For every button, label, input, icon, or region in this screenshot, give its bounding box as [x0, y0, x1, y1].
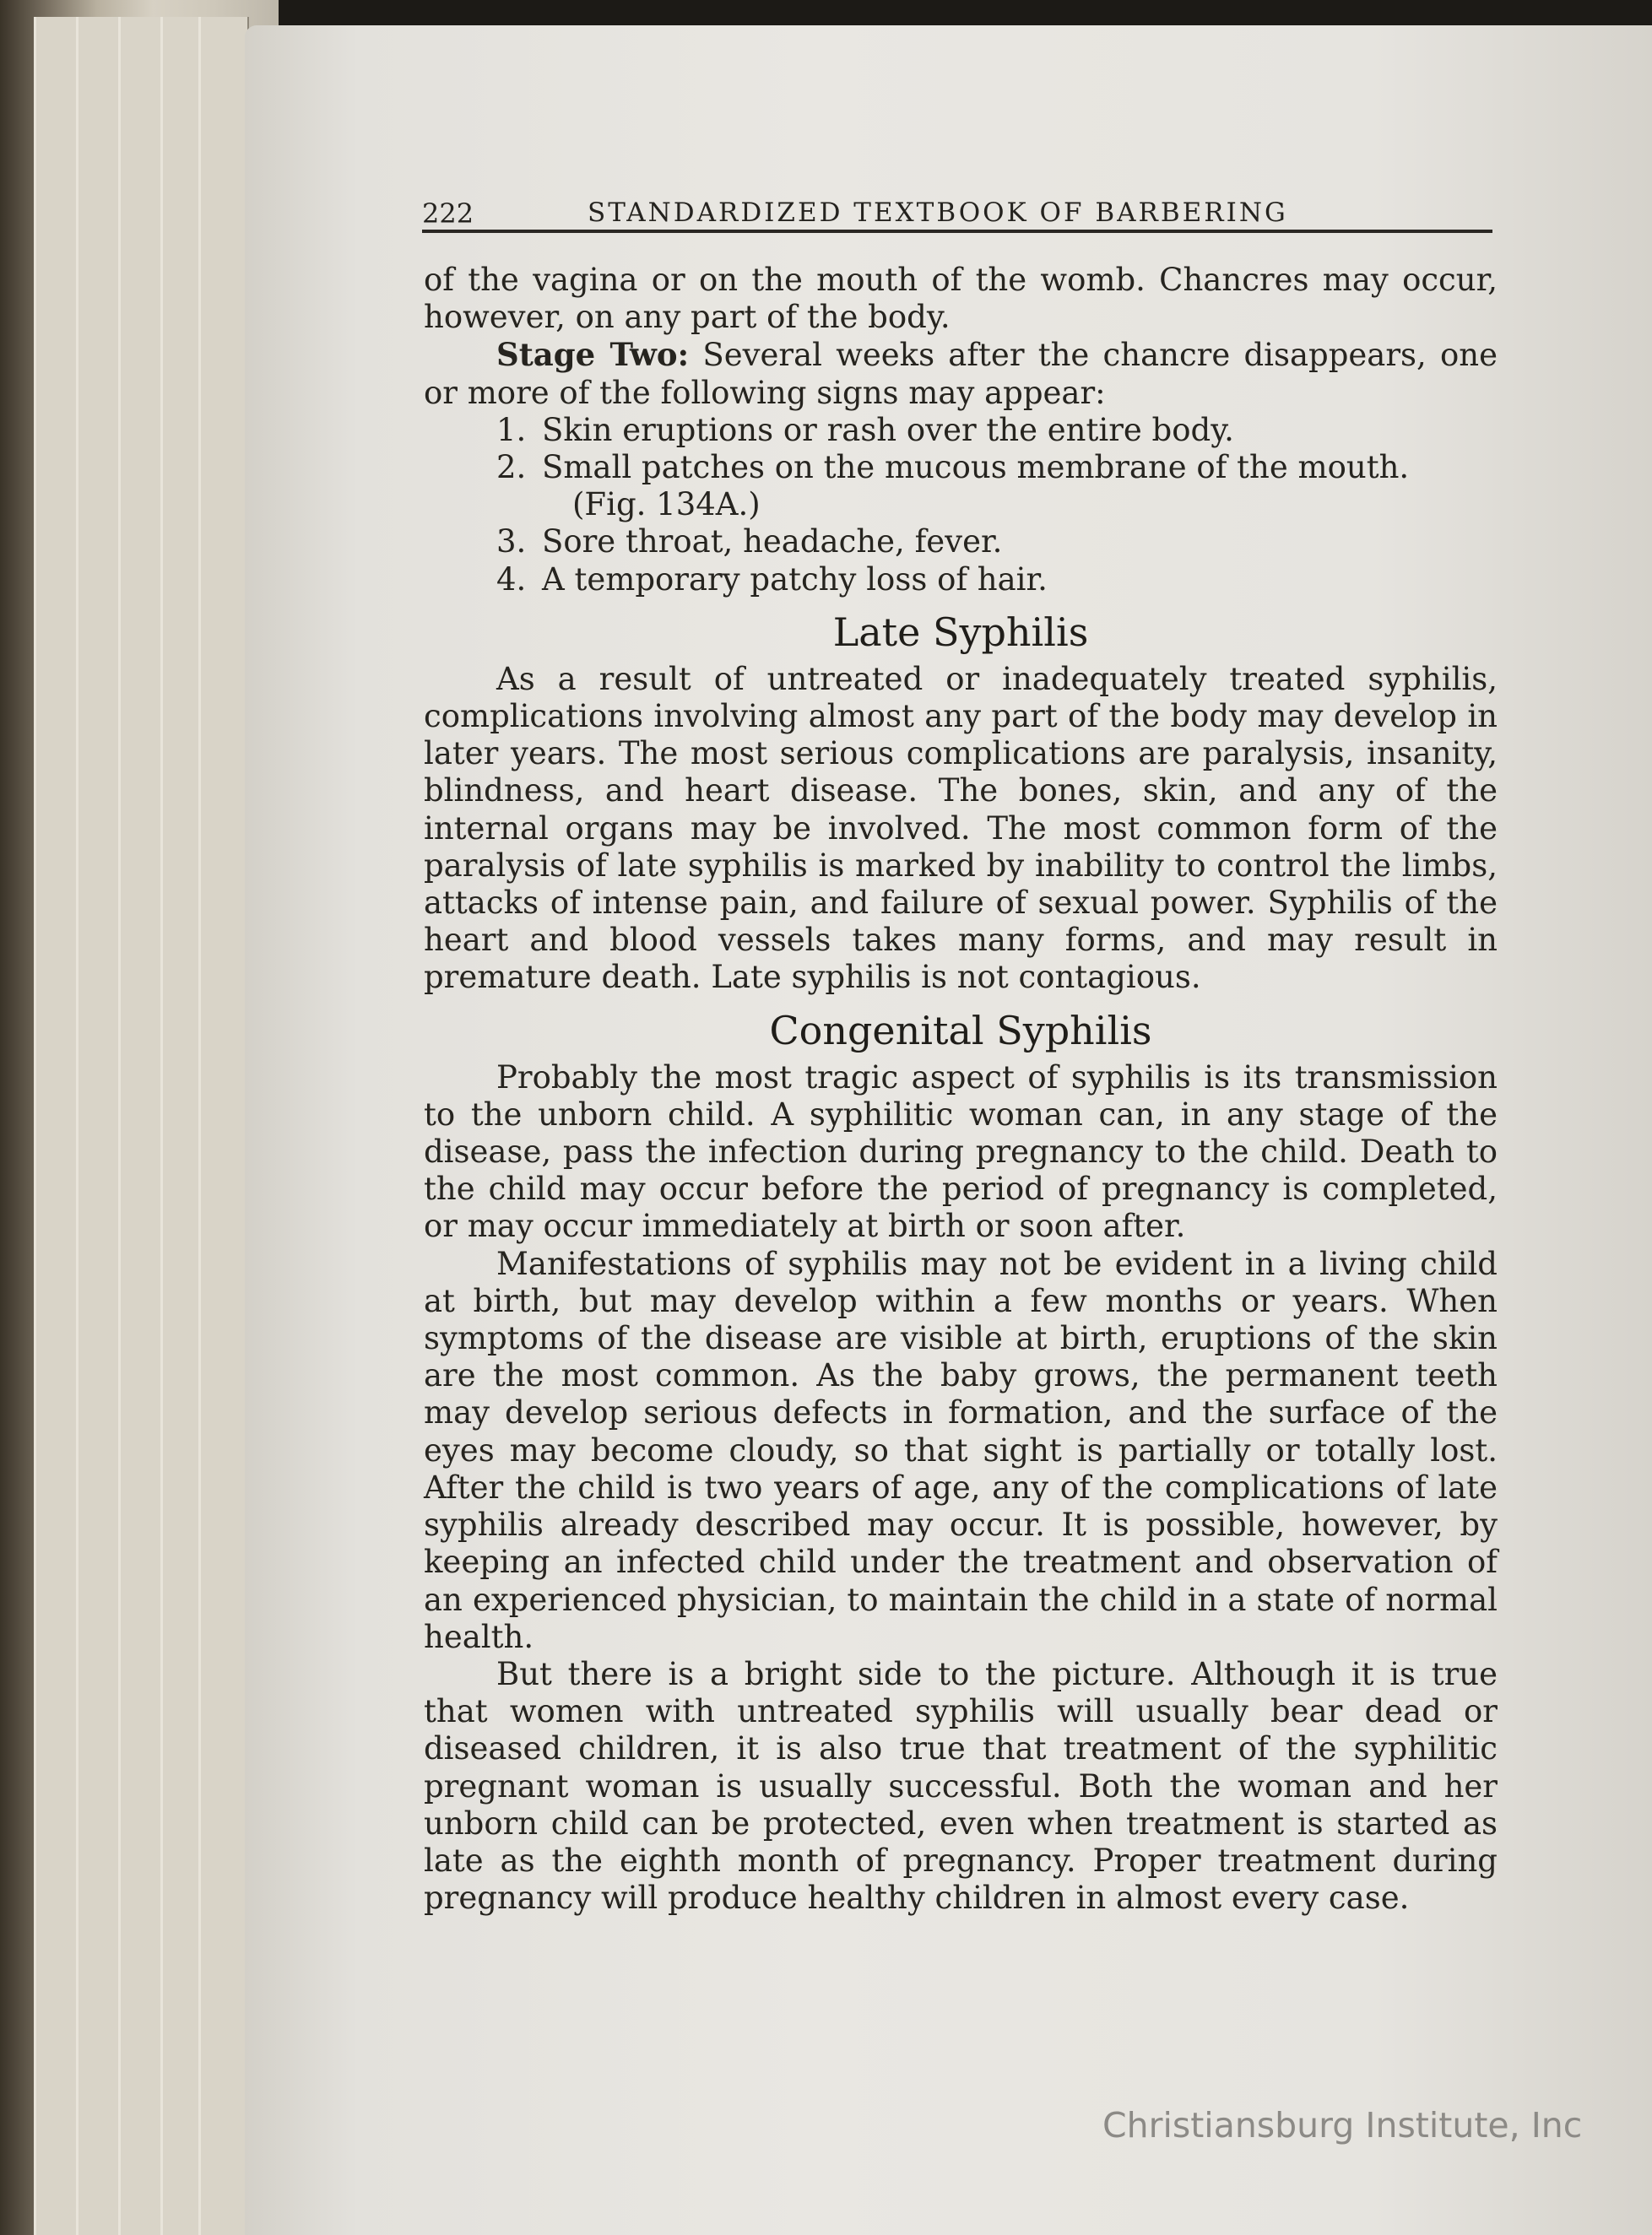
list-item	[496, 561, 1498, 598]
late-syphilis-paragraph: As a result of untreated or inadequately treated syphilis, complications involving almost any part of the body may develop in later years. The most serious complications are paralysis, insanity, blindness, and heart disease. The bones, skin, and any of the internal organs may be involved. The most common form of the paralysis of late syphilis is marked by inability to control the limbs, attacks of intense pain, and failure of sexual power. Syphilis of the heart and blood vessels takes many forms, and may result in premature death. Late syphilis is not contagious.	[424, 660, 1498, 996]
list-text: Small patches on the mucous membrane of the mouth.	[542, 449, 1410, 486]
list-text: Skin eruptions or rash over the entire body.	[542, 411, 1234, 448]
signs-list	[424, 412, 1498, 598]
congenital-paragraph: But there is a bright side to the picture. Although it is true that women with untreated syphilis will usually bear dead or diseased children, it is also true that treatment of the syphilitic pregnant woman is usually successful. Both the woman and her unborn child can be protected, even when treatment is started as late as the eighth month of pregnancy. Proper treatment during pregnancy will produce healthy children in almost every case.	[424, 1655, 1498, 1917]
congenital-paragraph: Probably the most tragic aspect of syphilis is its transmission to the unborn child. A syphilitic woman can, in any stage of the disease, pass the infection during pregnancy to the child. Death to the child may occur before the period of pregnancy is completed, or may occur immediately at birth or soon after.	[424, 1058, 1498, 1245]
congenital-paragraph: Manifestations of syphilis may not be evident in a living child at birth, but may develop within a few months or years. When symptoms of the disease are visible at birth, eruptions of the skin are the most common. As the baby grows, the permanent teeth may develop serious defects in formation, and the surface of the eyes may become cloudy, so that sight is partially or totally lost. After the child is two years of age, any of the complications of late syphilis already described may occur. It is possible, however, by keeping an infected child under the treatment and observation of an experienced physician, to maintain the child in a state of normal health.	[424, 1245, 1498, 1655]
stage-two-label: Stage Two:	[496, 336, 690, 374]
stage-two-paragraph	[424, 336, 1498, 411]
list-number: 2.	[496, 449, 527, 486]
list-number: 1.	[496, 411, 527, 448]
figure-reference: (Fig. 134A.)	[572, 486, 761, 523]
list-item	[496, 412, 1498, 449]
running-header	[422, 192, 1492, 233]
list-item	[496, 523, 1498, 560]
stage-two-text: Several weeks after the chancre disappears, one or more of the following signs may appear:	[424, 337, 1498, 411]
book-page-edges	[0, 0, 279, 2235]
congenital-syphilis-heading: Congenital Syphilis	[769, 1007, 1152, 1053]
late-syphilis-heading: Late Syphilis	[832, 609, 1089, 655]
page-leaf	[198, 17, 249, 2235]
list-number: 4.	[496, 560, 527, 598]
list-text: A temporary patchy loss of hair.	[542, 560, 1048, 598]
page-number: 222	[422, 198, 474, 230]
list-number: 3.	[496, 523, 527, 560]
running-title: STANDARDIZED TEXTBOOK OF BARBERING	[588, 198, 1288, 228]
list-item	[496, 449, 1498, 523]
continuation-paragraph: of the vagina or on the mouth of the womb. Chancres may occur, however, on any part of the body.	[424, 262, 1498, 336]
page-body	[424, 262, 1498, 1917]
watermark: Christiansburg Institute, Inc	[1102, 2105, 1583, 2146]
list-text: Sore throat, headache, fever.	[542, 523, 1003, 560]
